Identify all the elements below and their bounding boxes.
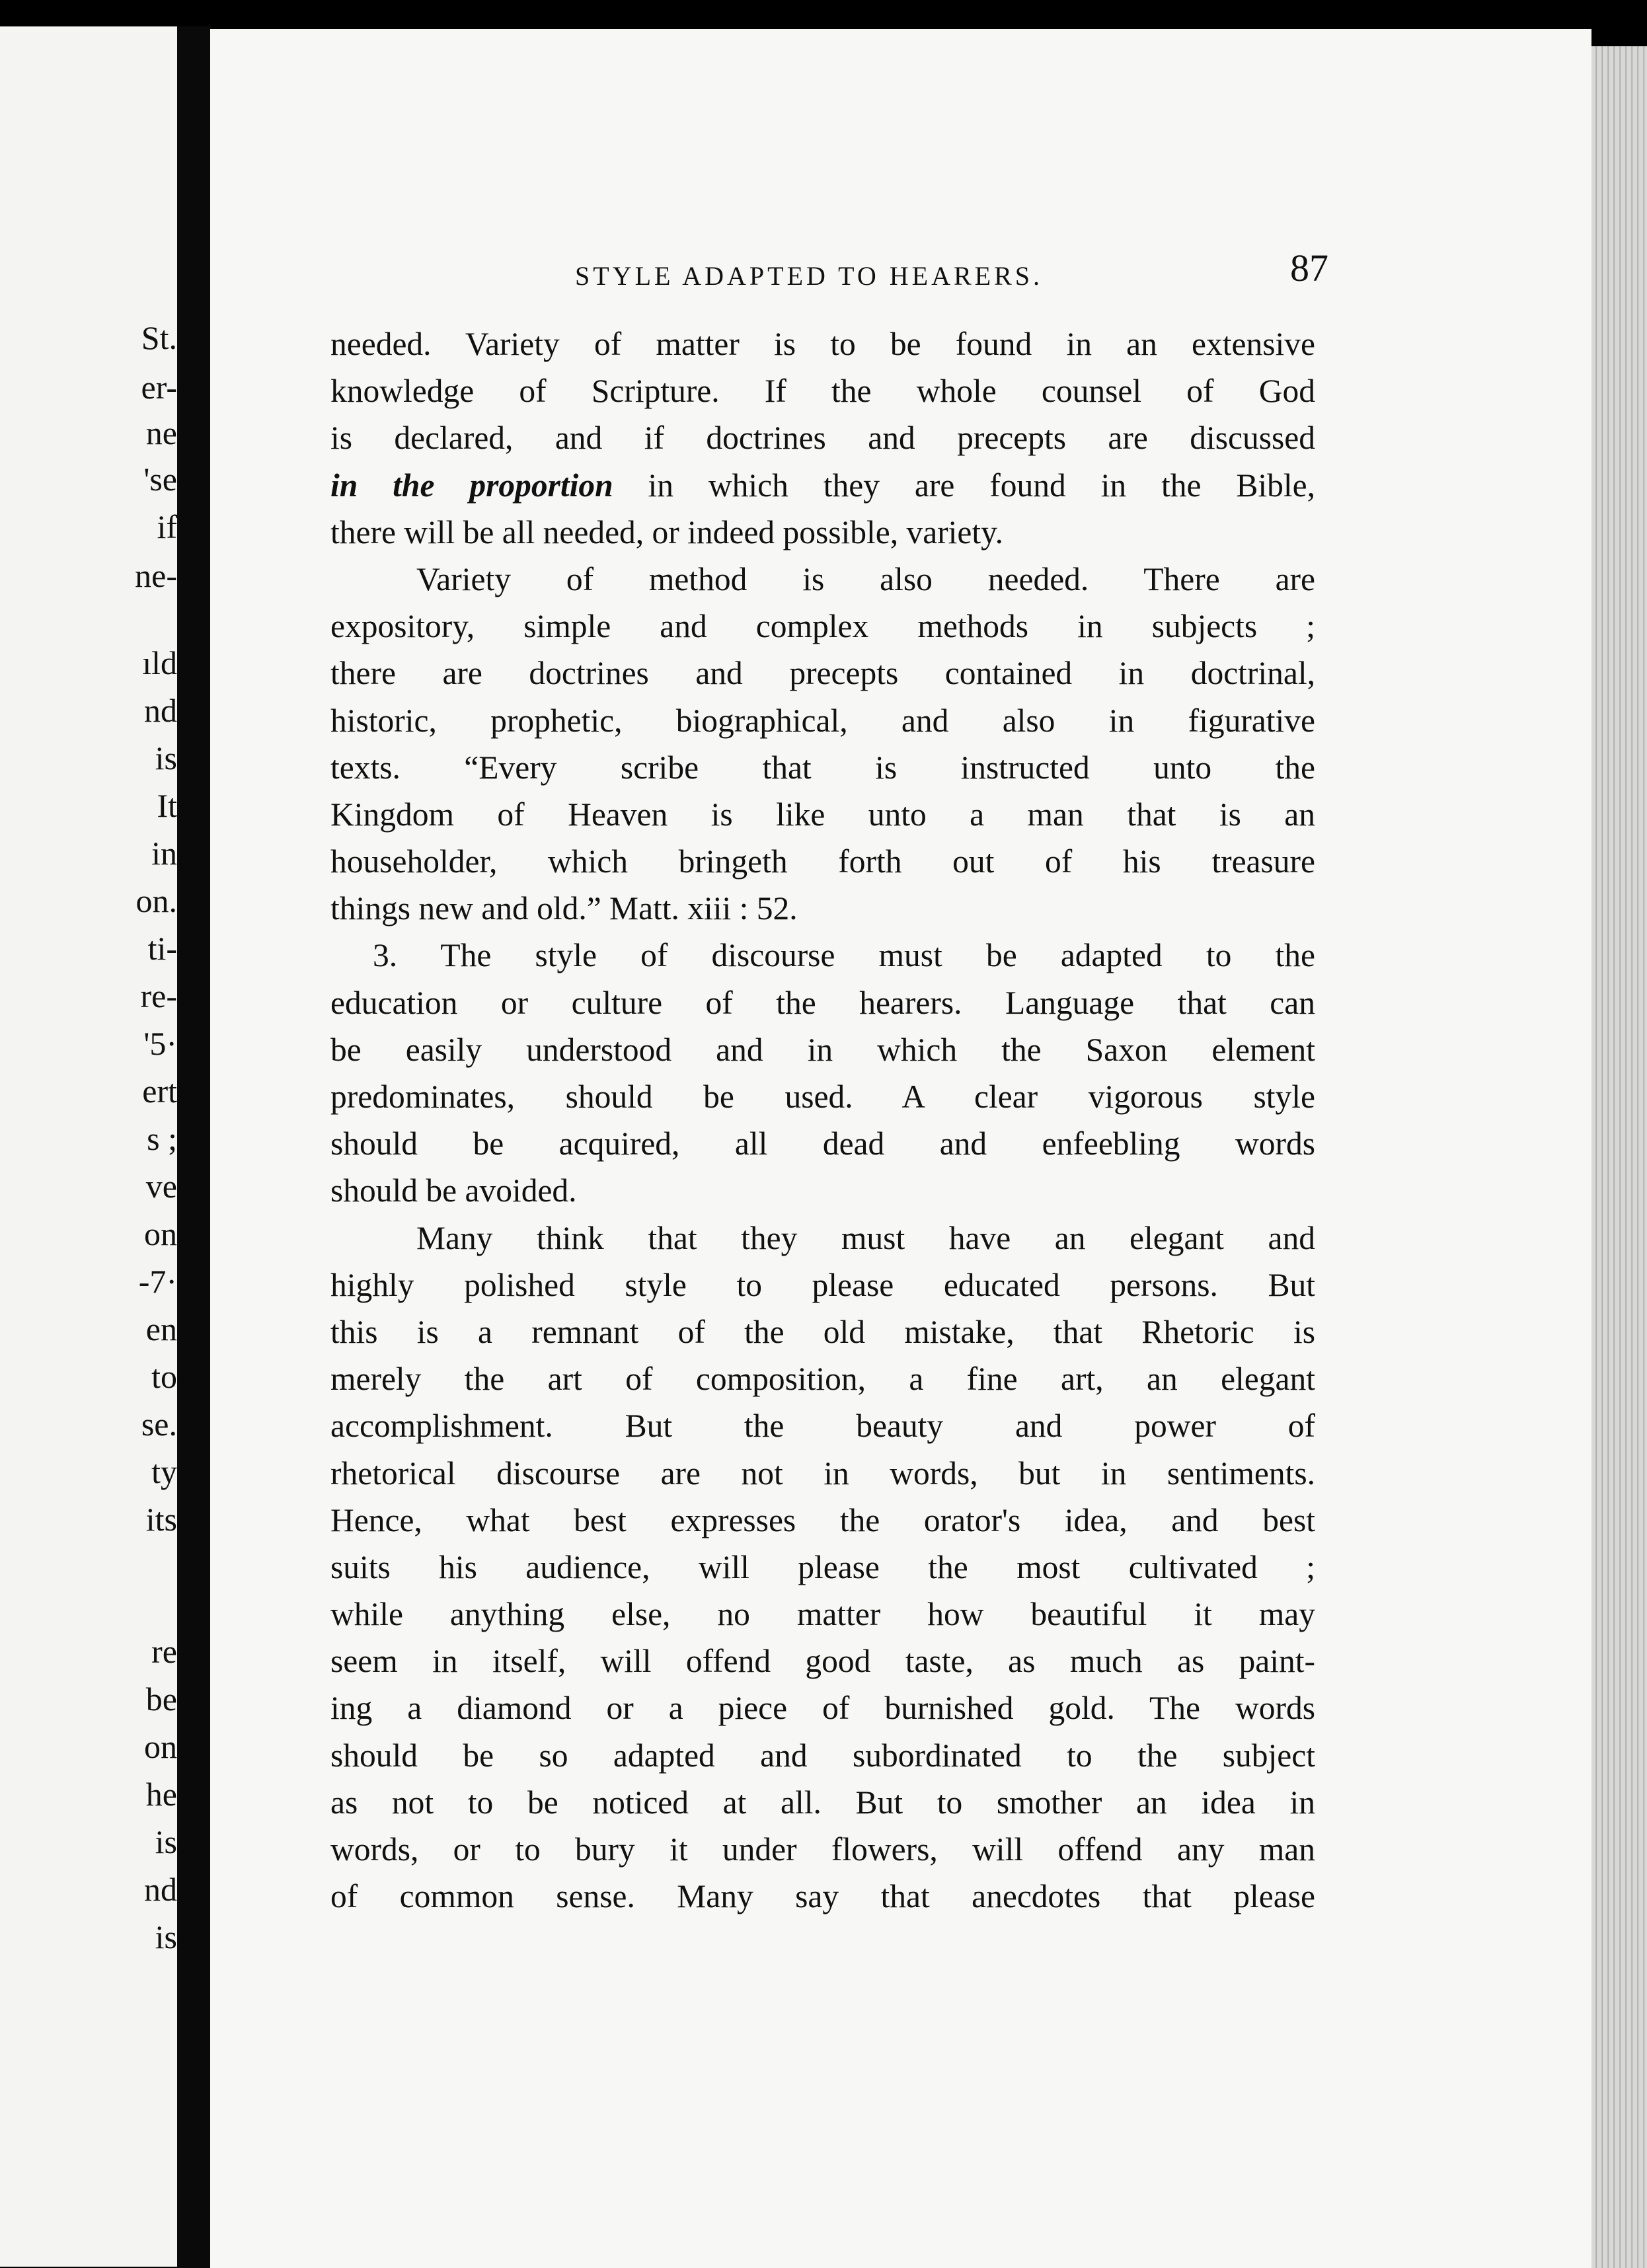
text-line: be easily understood and in which the Saxon element: [330, 1031, 1315, 1068]
text-line: of common sense. Many say that anecdotes that please: [330, 1878, 1315, 1915]
text-line: should be acquired, all dead and enfeebling words: [330, 1125, 1315, 1162]
edge-word: ne-: [135, 557, 177, 594]
text-line: historic, prophetic, biographical, and also in figurative: [330, 702, 1315, 739]
edge-word: on: [144, 1215, 177, 1252]
edge-word: It: [157, 787, 177, 824]
text-line: [330, 462, 1315, 509]
text-line: seem in itself, will offend good taste, as much as paint-: [330, 1643, 1315, 1680]
edge-word: ne: [145, 414, 177, 451]
edge-word: in: [151, 835, 177, 872]
edge-word: ve: [145, 1168, 177, 1205]
text-line: predominates, should be used. A clear vigorous style: [330, 1078, 1315, 1115]
body-text: [330, 321, 1315, 1920]
text-line: rhetorical discourse are not in words, but in sentiments.: [330, 1455, 1315, 1492]
edge-word: nd: [144, 692, 177, 729]
text-line: education or culture of the hearers. Language that can: [330, 984, 1315, 1021]
text-line: highly polished style to please educated persons. But: [330, 1266, 1315, 1303]
text-line: while anything else, no matter how beautiful it may: [330, 1596, 1315, 1633]
edge-word: se.: [141, 1406, 177, 1443]
edge-word: if: [157, 508, 177, 545]
text-line: suits his audience, will please the most cultivated ;: [330, 1548, 1315, 1585]
edge-word: ıld: [142, 644, 177, 681]
paragraph-start-line: 3. The style of discourse must be adapted to the: [373, 937, 1315, 974]
text-line: merely the art of composition, a fine art, an elegant: [330, 1361, 1315, 1398]
edge-word: er-: [141, 369, 177, 406]
edge-word: he: [145, 1776, 177, 1813]
text-line: as not to be noticed at all. But to smother an idea in: [330, 1784, 1315, 1821]
text-line: Kingdom of Heaven is like unto a man that is an: [330, 796, 1315, 833]
emphasis-phrase: in the proportion: [330, 467, 613, 504]
edge-word: ert: [142, 1073, 177, 1110]
text-line-rest: in which they are found in the Bible,: [613, 467, 1315, 504]
edge-word: s ;: [147, 1120, 177, 1157]
text-line: expository, simple and complex methods in subjects ;: [330, 608, 1315, 645]
edge-word: ty: [151, 1453, 177, 1490]
edge-word: re: [151, 1633, 177, 1670]
edge-word: is: [155, 739, 177, 776]
edge-word: en: [145, 1310, 177, 1347]
paragraph-start-line: Many think that they must have an elegant and: [416, 1219, 1315, 1256]
running-title: STYLE ADAPTED TO HEARERS.: [575, 261, 1044, 291]
page-fore-edges: [1591, 46, 1647, 2268]
edge-word: on.: [135, 882, 177, 919]
paragraph-start-line: Variety of method is also needed. There are: [416, 560, 1315, 597]
running-head: [364, 246, 1328, 299]
text-line: there will be all needed, or indeed possible, variety.: [330, 513, 1004, 550]
edge-word: is: [155, 1823, 177, 1860]
text-line: is declared, and if doctrines and precepts are discussed: [330, 420, 1315, 457]
text-line: Hence, what best expresses the orator's idea, and best: [330, 1501, 1315, 1538]
text-line: things new and old.” Matt. xiii : 52.: [330, 890, 798, 927]
edge-word: '5·: [143, 1025, 177, 1062]
text-line: texts. “Every scribe that is instructed unto the: [330, 749, 1315, 786]
edge-word: be: [145, 1681, 177, 1718]
text-line: ing a diamond or a piece of burnished gold. The words: [330, 1690, 1315, 1727]
edge-word: 'se: [143, 461, 177, 498]
edge-word: is: [155, 1918, 177, 1955]
edge-word: on: [144, 1728, 177, 1765]
edge-word: its: [145, 1501, 177, 1538]
edge-word: re-: [140, 977, 177, 1014]
text-line: knowledge of Scripture. If the whole counsel of God: [330, 373, 1315, 410]
page-number: 87: [1290, 246, 1328, 289]
text-line: this is a remnant of the old mistake, that Rhetoric is: [330, 1313, 1315, 1350]
edge-word: -7·: [138, 1263, 177, 1300]
edge-word: nd: [144, 1871, 177, 1908]
text-line: accomplishment. But the beauty and power of: [330, 1408, 1315, 1445]
text-line: there are doctrines and precepts contained in doctrinal,: [330, 655, 1315, 692]
edge-word: St.: [141, 319, 177, 356]
edge-word: ti-: [147, 930, 177, 967]
text-line: should be avoided.: [330, 1172, 577, 1209]
text-line: needed. Variety of matter is to be found in an extensive: [330, 326, 1315, 362]
text-line: should be so adapted and subordinated to the subject: [330, 1737, 1315, 1774]
edge-word: to: [151, 1358, 177, 1395]
book-gutter: [177, 26, 211, 2268]
text-line: words, or to bury it under flowers, will offend any man: [330, 1831, 1315, 1868]
previous-page-edge: [0, 26, 177, 2267]
text-line: householder, which bringeth forth out of his treasure: [330, 843, 1315, 880]
